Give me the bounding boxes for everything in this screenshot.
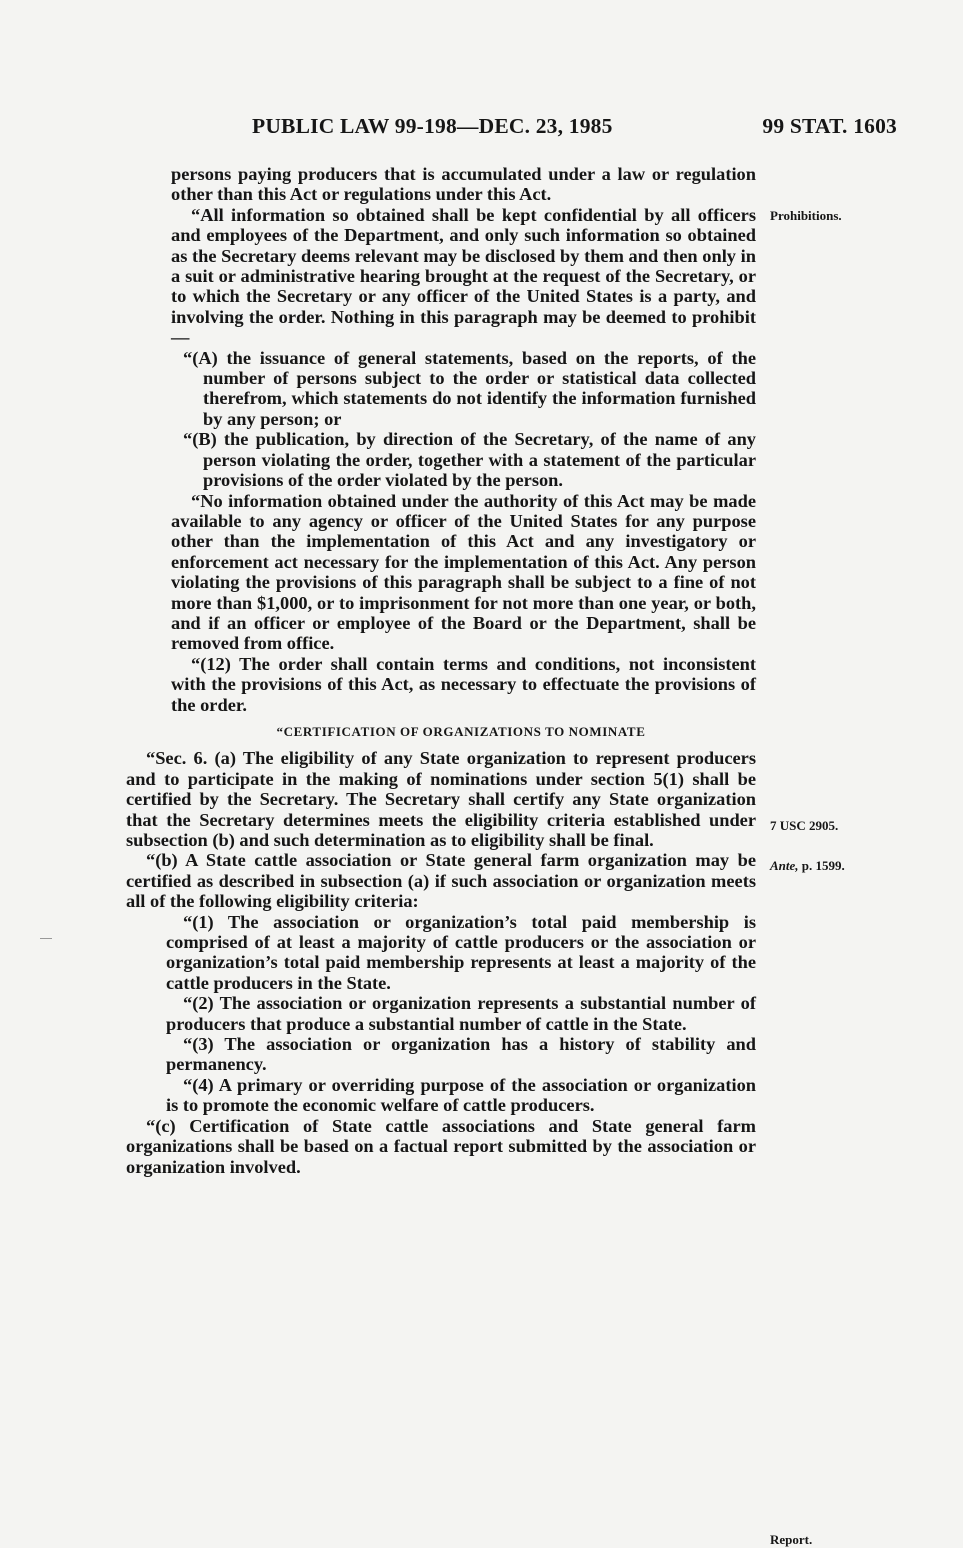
- section-heading: “CERTIFICATION OF ORGANIZATIONS TO NOMINATE: [276, 723, 646, 739]
- header-stat-page: 99 STAT. 1603: [762, 114, 897, 138]
- paragraph-criterion-2: “(2) The association or organization represents a substantial number of producers that produce a substantial number of cattle in the State.: [166, 993, 756, 1034]
- body-text: [126, 164, 756, 1177]
- paragraph-item-a: “(A) the issuance of general statements, based on the reports, of the number of persons subject to the order or statistical data collected therefrom, which statements do not identify the information furnished by any person; or: [183, 347, 756, 429]
- paragraph-confidentiality: “All information so obtained shall be kept confidential by all officers and employees of the Department, and only such information so obtained as the Secretary deems relevant may be disclosed by them and then only in a suit or administrative hearing brought at the request of the Secretary, or to which the Secretary or any officer of the United States is a party, and involving the order. Nothing in this paragraph may be deemed to prohibit—: [171, 204, 756, 348]
- margin-note-prohibitions: Prohibitions.: [770, 208, 842, 223]
- paragraph-persons-paying: persons paying producers that is accumulated under a law or regulation other than this Act or regulations under this Act.: [171, 164, 756, 205]
- paragraph-sec6-a: “Sec. 6. (a) The eligibility of any State organization to represent producers and to participate in the making of nominations under section 5(1) shall be certified by the Secretary. The Secretary shall certify any State organization that the Secretary determines meets the eligibility criteria established under subsection (b) and such determination as to eligibility shall be final.: [126, 748, 756, 850]
- margin-note-report: Report.: [770, 1532, 813, 1547]
- margin-note-usc: 7 USC 2905.: [770, 818, 839, 833]
- running-header: [252, 114, 897, 144]
- margin-note-ante: Ante, p. 1599.: [770, 858, 845, 873]
- paragraph-criterion-4: “(4) A primary or overriding purpose of the association or organization is to promote the economic welfare of cattle producers.: [166, 1074, 756, 1116]
- header-law-title: PUBLIC LAW 99-198—DEC. 23, 1985: [252, 114, 613, 138]
- paragraph-sec6-b: “(b) A State cattle association or State general farm organization may be certified as described in subsection (a) if such association or organization meets all of the following eligibility criteria:: [126, 850, 756, 912]
- scan-mark: [40, 938, 52, 939]
- paragraph-no-information: “No information obtained under the authority of this Act may be made available to any agency or officer of the United States for any purpose other than the implementation of this Act and any investigatory or enforcement act necessary for the implementation of this Act. Any person violating the provisions of this paragraph shall be subject to a fine of not more than $1,000, or to imprisonment for not more than one year, or both, and if an officer or employee of the Board or the Department, shall be removed from office.: [171, 490, 756, 654]
- paragraph-sec6-c: “(c) Certification of State cattle associations and State general farm organizations shall be based on a factual report submitted by the association or organization involved.: [126, 1115, 756, 1177]
- paragraph-criterion-1: “(1) The association or organization’s total paid membership is comprised of at least a majority of cattle producers or the association or organization’s total paid membership represents at least a majority of the cattle producers in the State.: [166, 911, 756, 993]
- paragraph-12: “(12) The order shall contain terms and conditions, not inconsistent with the provisions of this Act, as necessary to effectuate the provisions of the order.: [171, 653, 756, 715]
- paragraph-criterion-3: “(3) The association or organization has a history of stability and permanency.: [166, 1034, 756, 1075]
- paragraph-item-b: “(B) the publication, by direction of the Secretary, of the name of any person violating the order, together with a statement of the particular provisions of the order violated by the person.: [183, 429, 756, 491]
